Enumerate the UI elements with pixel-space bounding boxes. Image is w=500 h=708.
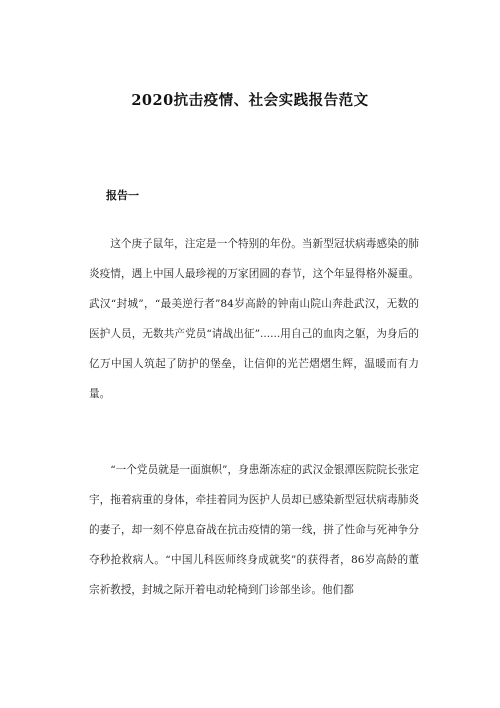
paragraph-2: “一个党员就是一面旗帜”，身患渐冻症的武汉金银潭医院院长张定宇，拖着病重的身体，牵挂着同为医护人员却已感染新型冠状病毒肺炎的妻子，却一刻不停息奋战在抗击疫情的第一线，拼了性命与死神争分夺秒抢救病人。“中国儿科医师终身成就奖”的获得者，86岁高龄的董宗祈教授，封城之际开着电动轮椅到门诊部坐诊。他们都 [89, 464, 419, 596]
document-title: 2020抗击疫情、社会实践报告范文 [131, 92, 369, 109]
paragraph-1: 这个庚子鼠年，注定是一个特别的年份。当新型冠状病毒感染的肺炎疫情，遇上中国人最珍视的万家团圆的春节，这个年显得格外凝重。武汉“封城”，“最美逆行者”84岁高龄的钟南山院山奔赴武汉，无数的医护人员，无数共产党员“请战出征”......用自己的血肉之躯，为身后的亿万中国人筑起了防护的堡垒，让信仰的光芒熠熠生辉，温暖而有力量。 [89, 238, 419, 400]
section-heading: 报告一 [106, 189, 139, 202]
